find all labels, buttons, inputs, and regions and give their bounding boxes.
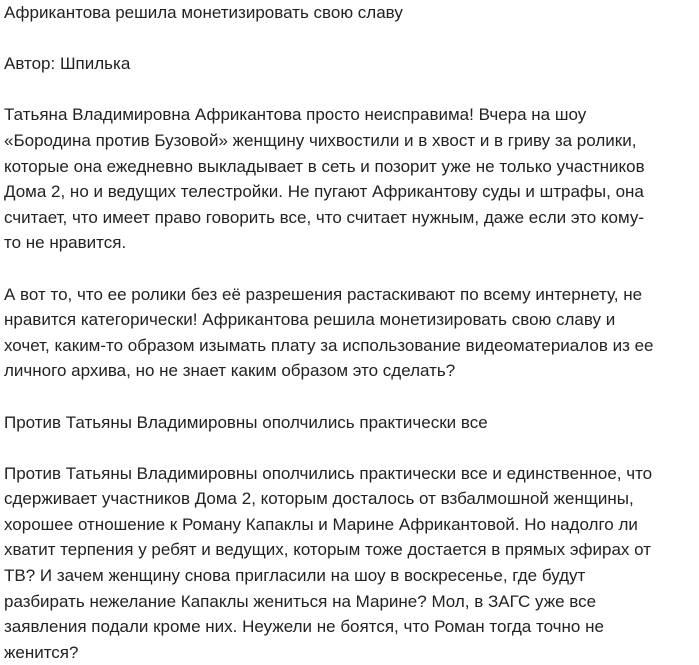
text-line: то не нравится.: [4, 233, 127, 253]
article-title: Африкантова решила монетизировать свою славу: [4, 3, 403, 22]
paragraph-3: [4, 461, 699, 665]
text-line: хватит терпения у ребят и ведущих, которым тоже достается в прямых эфирах от: [4, 540, 652, 560]
text-line: хочет, каким-то образом изымать плату за использование видеоматериалов из ее: [4, 335, 654, 355]
text-line: А вот то, что ее ролики без её разрешения растаскивают по всему интернету, не: [4, 284, 643, 304]
paragraph-2: [4, 282, 699, 384]
text-line: которые она ежедневно выкладывает в сеть и позорит уже не только участников: [4, 156, 645, 176]
subheading: Против Татьяны Владимировны ополчились практически все: [4, 412, 488, 432]
text-line: женится?: [4, 642, 79, 662]
text-line: разбирать нежелание Капаклы жениться на Марине? Мол, в ЗАГС уже все: [4, 591, 597, 611]
text-line: заявления подали кроме них. Неужели не боятся, что Роман тогда точно не: [4, 617, 604, 637]
text-line: личного архива, но не знает каким образом это сделать?: [4, 361, 456, 381]
text-line: Дома 2, но и ведущих телестройки. Не пугают Африкантову суды и штрафы, она: [4, 182, 644, 202]
text-line: нравится категорически! Африкантова решила монетизировать свою славу и: [4, 310, 616, 330]
text-line: ТВ? И зачем женщину снова пригласили на шоу в воскресенье, где будут: [4, 566, 586, 586]
paragraph-1: [4, 102, 699, 256]
text-line: «Бородина против Бузовой» женщину чихвостили и в хвост и в гриву за ролики,: [4, 130, 637, 150]
text-line: Против Татьяны Владимировны ополчились практически все и единственное, что: [4, 463, 653, 483]
text-line: считает, что имеет право говорить все, что считает нужным, даже если это кому-: [4, 207, 645, 227]
text-line: Татьяна Владимировна Африкантова просто неисправима! Вчера на шоу: [4, 105, 587, 125]
article-author: Автор: Шпилька: [4, 54, 131, 74]
text-line: хорошее отношение к Роману Капаклы и Марине Африкантовой. Но надолго ли: [4, 514, 638, 534]
text-line: сдерживает участников Дома 2, которым досталось от взбалмошной женщины,: [4, 489, 634, 509]
